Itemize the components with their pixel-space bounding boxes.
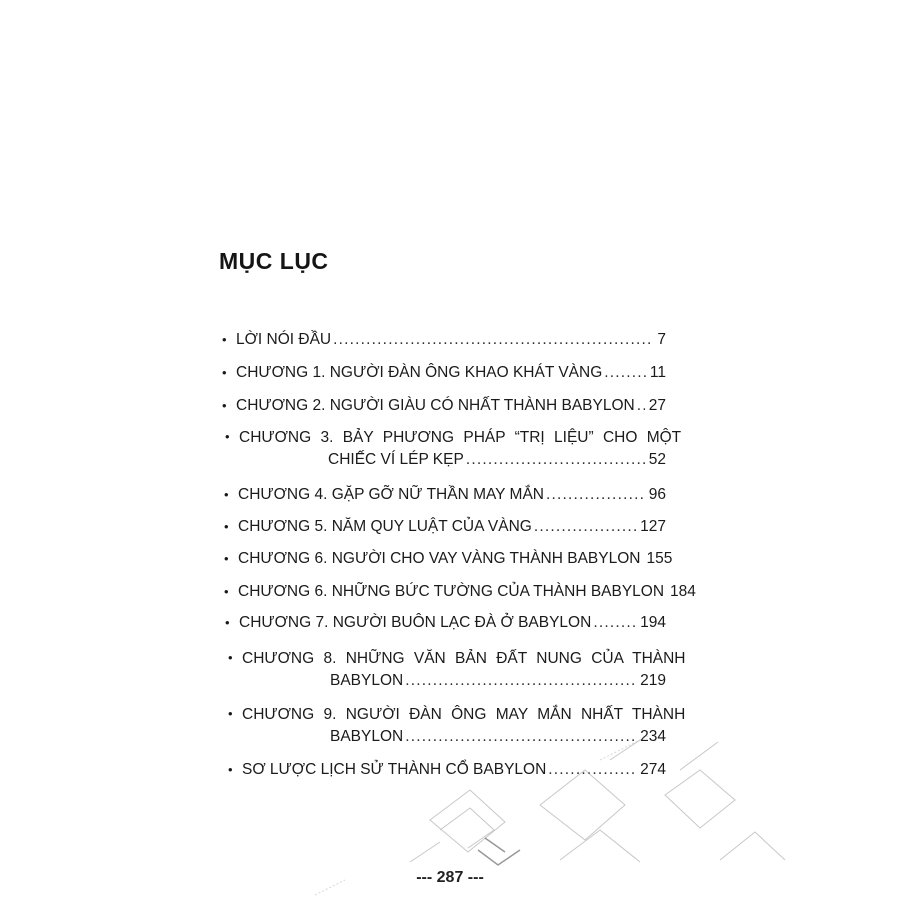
toc-entry-label: LỜI NÓI ĐẦU: [236, 331, 332, 348]
bullet: •: [224, 551, 229, 566]
bullet: •: [222, 365, 227, 380]
bullet: •: [224, 487, 229, 502]
toc-entry-page: 219: [640, 672, 666, 689]
toc-entry-label: SƠ LƯỢC LỊCH SỬ THÀNH CỔ BABYLON: [242, 761, 547, 778]
bullet: •: [222, 332, 227, 347]
bullet: •: [225, 615, 230, 630]
toc-entry-label: CHƯƠNG 4. GẶP GỠ NỮ THẦN MAY MẮN: [238, 486, 544, 503]
toc-entry-page: 155: [646, 550, 673, 567]
page-number: [0, 869, 900, 887]
toc-entry-label-line1: CHƯƠNG 8. NHỮNG VĂN BẢN ĐẤT NUNG CỦA THÀNH: [242, 650, 686, 667]
toc-entry-label: CHƯƠNG 7. NGƯỜI BUÔN LẠC ĐÀ Ở BABYLON: [239, 614, 592, 631]
toc-entry-label-line2: BABYLON: [330, 672, 404, 689]
toc-entry-page: 234: [640, 728, 666, 745]
toc-entry-label: CHƯƠNG 2. NGƯỜI GIÀU CÓ NHẤT THÀNH BABYLON: [236, 397, 635, 414]
toc-entry-label: CHƯƠNG 6. NHỮNG BỨC TƯỜNG CỦA THÀNH BABYLON: [238, 583, 665, 600]
page-number-text: --- 287 ---: [416, 869, 484, 886]
toc-entry-label: CHƯƠNG 1. NGƯỜI ĐÀN ÔNG KHAO KHÁT VÀNG: [236, 364, 603, 381]
toc-entry-page: 96: [648, 486, 666, 503]
toc-entry-label: CHƯƠNG 5. NĂM QUY LUẬT CỦA VÀNG: [238, 518, 532, 535]
toc-entry-page: 7: [657, 331, 666, 348]
bullet: •: [228, 706, 233, 721]
bullet: •: [225, 429, 230, 444]
bullet: •: [224, 519, 229, 534]
bullet: •: [228, 762, 233, 777]
toc-entry-page: 27: [648, 397, 666, 414]
toc-entry-label: CHƯƠNG 6. NGƯỜI CHO VAY VÀNG THÀNH BABYLON: [238, 550, 641, 567]
toc-entry-page: 127: [640, 518, 666, 535]
bullet: •: [224, 584, 229, 599]
toc-entry-label-line1: CHƯƠNG 9. NGƯỜI ĐÀN ÔNG MAY MẮN NHẤT THÀNH: [242, 706, 686, 723]
toc-entry-page: 274: [640, 761, 666, 778]
toc-title: MỤC LỤC: [219, 248, 329, 274]
toc-entry-page: 11: [649, 364, 666, 381]
toc-entry-label-line2: BABYLON: [330, 728, 404, 745]
bullet: •: [222, 398, 227, 413]
toc-entry-page: 184: [670, 583, 696, 600]
toc-entry-label-line2: CHIẾC VÍ LÉP KẸP: [328, 451, 464, 468]
toc-entry-page: 194: [640, 614, 666, 631]
bullet: •: [228, 650, 233, 665]
toc-entry-label-line1: CHƯƠNG 3. BẢY PHƯƠNG PHÁP “TRỊ LIỆU” CHO MỘT: [239, 429, 682, 446]
toc-entry-page: 52: [648, 451, 666, 468]
